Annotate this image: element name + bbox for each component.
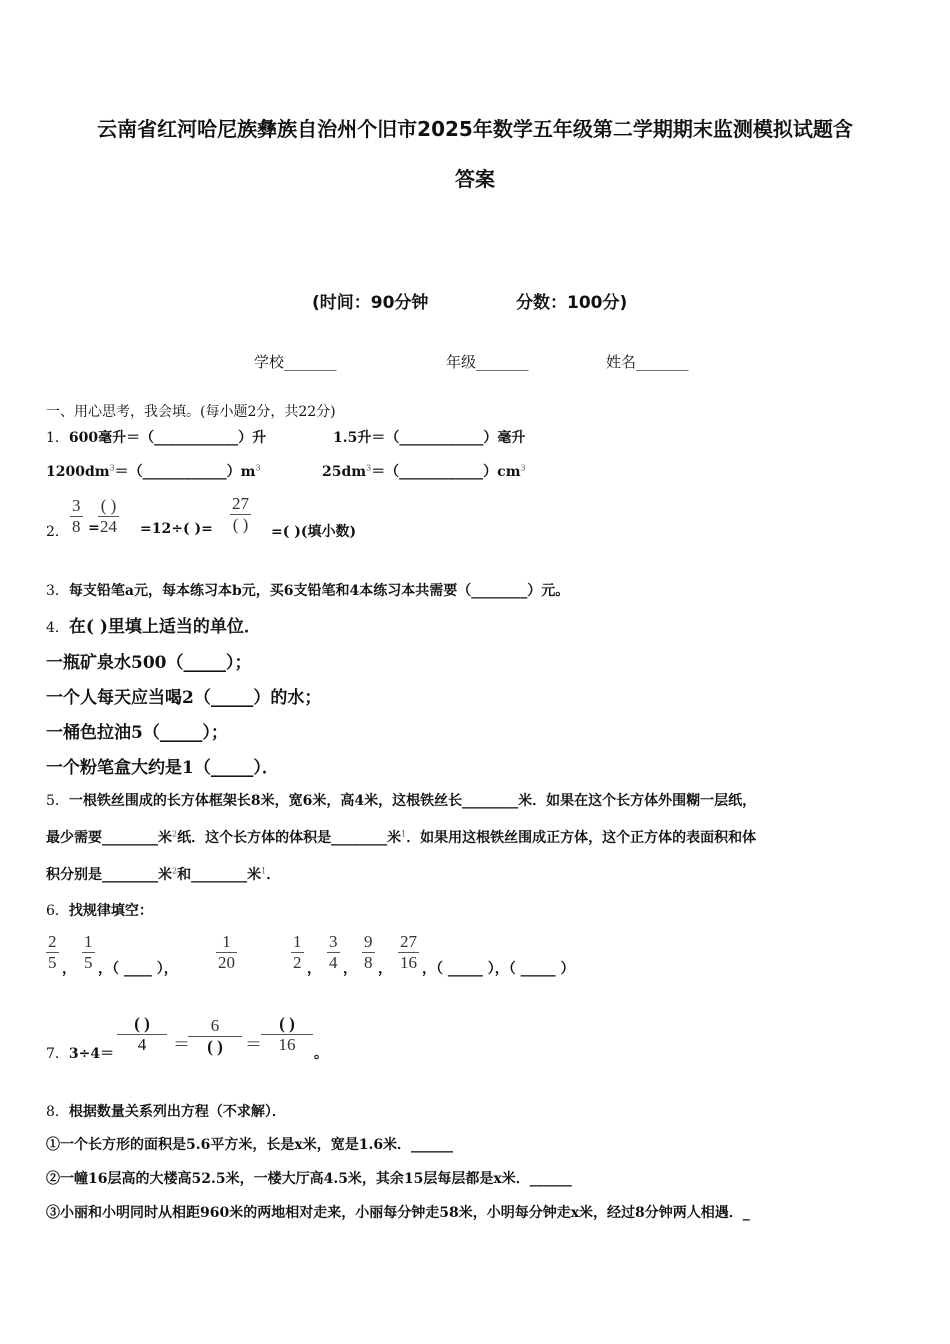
exponent: 2 <box>172 866 178 876</box>
denominator: ( ) <box>207 1037 223 1056</box>
denominator: 4 <box>329 953 338 972</box>
q1-d-rest: ＝（____________）cm <box>371 464 521 480</box>
q1-part-b: 1.5升＝（____________）毫升 <box>333 430 526 446</box>
numerator: 3 <box>329 932 338 951</box>
exponent: 1 <box>261 866 267 876</box>
q6-s1-fraction-2 <box>82 932 95 973</box>
q4-heading: 在( )里填上适当的单位． <box>68 617 261 637</box>
numerator: 1 <box>84 932 93 951</box>
denominator: 8 <box>72 517 81 536</box>
q8-line-3: ③小丽和小明同时从相距960米的两地相对走来，小丽每分钟走58米，小明每分钟走x米，经过8分钟两人相遇．_ <box>46 1205 750 1221</box>
q7-fraction-1 <box>117 1014 167 1055</box>
denominator: 4 <box>137 1035 147 1054</box>
question-number: 7． <box>46 1046 69 1062</box>
q7-fraction-2 <box>188 1016 242 1057</box>
numerator: 2 <box>48 932 57 951</box>
denominator: 16 <box>400 953 417 972</box>
q4-line-1: 一瓶矿泉水500（_____）； <box>46 653 252 673</box>
exponent: 3 <box>520 463 526 473</box>
question-number: 4． <box>46 620 69 636</box>
q6-s2-fraction-2 <box>327 932 340 973</box>
q2-tail: =( )(填小数) <box>271 524 357 540</box>
q1-c-lead: 1200dm <box>46 464 110 480</box>
q3-text: 每支铅笔a元，每本练习本b元，买6支铅笔和4本练习本共需要（________）元。 <box>68 583 570 599</box>
q6-s1-blank: ，（ ____ ）， <box>98 961 178 977</box>
denominator: 2 <box>293 953 302 972</box>
q4-line-3: 一桶色拉油5（_____）； <box>46 723 228 743</box>
exponent: 3 <box>255 463 261 473</box>
exponent: 1 <box>401 829 407 839</box>
question-3 <box>46 580 569 600</box>
q6-s2-fraction-1 <box>291 932 304 973</box>
denominator: ( ) <box>232 515 249 534</box>
question-5-line-3 <box>46 864 280 884</box>
comma: ， <box>343 961 357 977</box>
question-6 <box>46 900 153 920</box>
question-1 <box>46 427 266 447</box>
denominator: 24 <box>100 517 117 536</box>
grade-field: 年级_______ <box>446 353 529 371</box>
exam-time: (时间：90分钟 <box>312 293 429 313</box>
numerator: ( ) <box>279 1014 295 1033</box>
question-number: 3． <box>46 583 69 599</box>
denominator: 5 <box>48 953 57 972</box>
numerator: 1 <box>222 932 231 951</box>
name-field: 姓名_______ <box>606 353 689 371</box>
q1-c-rest: ＝（____________）m <box>114 464 256 480</box>
q8-line-1: ①一个长方形的面积是5.6平方米，长是x米，宽是1.6米．______ <box>46 1137 454 1153</box>
page-title-line2: 答案 <box>455 167 495 191</box>
denominator: 5 <box>84 953 93 972</box>
q2-fraction-3 <box>230 494 251 535</box>
q4-line-2: 一个人每天应当喝2（_____）的水； <box>46 688 322 708</box>
q2-fraction-1 <box>70 496 83 537</box>
q7-lead: 3÷4＝ <box>68 1046 115 1062</box>
question-number: 8． <box>46 1104 69 1120</box>
q4-line-4: 一个粉笔盒大约是1（_____）． <box>46 758 279 778</box>
q1-part-c <box>46 461 261 481</box>
q6-heading: 找规律填空： <box>68 903 153 919</box>
q5-line-1-text: 一根铁丝围成的长方体框架长8米，宽6米，高4米，这根铁丝长________米．如果在这个长方体外围糊一层纸， <box>68 793 757 809</box>
q6-s1-fraction-last <box>216 932 237 973</box>
exponent: 2 <box>172 829 178 839</box>
exponent: 3 <box>366 463 372 473</box>
denominator: 8 <box>364 953 373 972</box>
comma: ， <box>62 961 76 977</box>
q7-equals-1: ＝ <box>173 1035 190 1055</box>
q7-equals-2: ＝ <box>245 1035 262 1055</box>
numerator: ( ) <box>134 1014 150 1033</box>
numerator: 3 <box>72 496 81 515</box>
q5-l3-b: 和________米 <box>177 867 262 883</box>
question-number: 6． <box>46 903 69 919</box>
q5-l2-b: 纸．这个长方体的体积是________米 <box>177 830 402 846</box>
q2-fraction-2 <box>98 496 119 537</box>
question-2-number <box>46 521 69 541</box>
numerator: 6 <box>210 1016 220 1035</box>
denominator: 20 <box>218 953 235 972</box>
q8-line-2: ②一幢16层高的大楼高52.5米，一楼大厅高4.5米，其余15层每层都是x米．______ <box>46 1171 572 1187</box>
q5-l2-a: 最少需要________米 <box>46 830 172 846</box>
comma: ， <box>378 961 392 977</box>
school-field: 学校_______ <box>254 353 337 371</box>
question-5-line-1 <box>46 790 756 810</box>
question-number: 5． <box>46 793 69 809</box>
numerator: ( ) <box>100 496 117 515</box>
numerator: 1 <box>293 932 302 951</box>
q6-s2-fraction-3 <box>362 932 375 973</box>
q2-middle: =12÷( )= <box>140 521 213 537</box>
q1-part-a: 600毫升＝（____________）升 <box>68 430 267 446</box>
q7-fraction-3 <box>261 1014 313 1055</box>
q5-l3-c: ． <box>266 867 281 883</box>
q5-l2-c: ．如果用这根铁丝围成正方体，这个正方体的表面积和体 <box>406 830 757 846</box>
q6-s2-fraction-4 <box>398 932 419 973</box>
q5-l3-a: 积分别是________米 <box>46 867 172 883</box>
comma: ， <box>307 961 321 977</box>
q1-part-d <box>322 461 526 481</box>
q6-s2-blank: ，（ _____ ），（ _____ ） <box>422 961 575 977</box>
question-8 <box>46 1101 286 1121</box>
exam-score: 分数：100分) <box>516 293 628 313</box>
q8-heading: 根据数量关系列出方程（不求解）． <box>68 1104 286 1120</box>
numerator: 9 <box>364 932 373 951</box>
numerator: 27 <box>232 494 249 513</box>
q2-equals: = <box>88 520 100 536</box>
section-heading: 一、用心思考，我会填。(每小题2分，共22分) <box>46 404 336 420</box>
question-number: 2． <box>46 524 69 540</box>
exponent: 3 <box>109 463 115 473</box>
question-4 <box>46 612 261 637</box>
question-7 <box>46 1043 114 1063</box>
question-number: 1． <box>46 430 69 446</box>
page-title-line1: 云南省红河哈尼族彝族自治州个旧市2025年数学五年级第二学期期末监测模拟试题含 <box>97 117 853 141</box>
q1-d-lead: 25dm <box>322 464 367 480</box>
numerator: 27 <box>400 932 417 951</box>
question-5-line-2 <box>46 827 756 847</box>
q6-s1-fraction-1 <box>46 932 59 973</box>
denominator: 16 <box>278 1035 296 1054</box>
q7-end: 。 <box>314 1046 328 1062</box>
